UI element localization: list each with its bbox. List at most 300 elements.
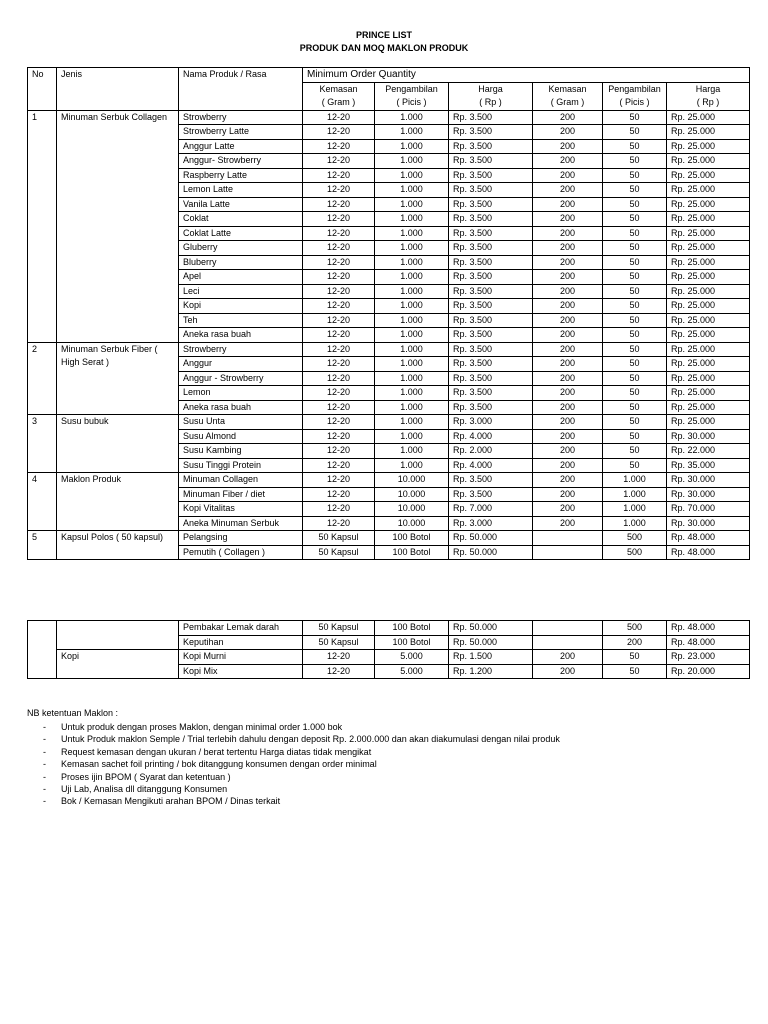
note-item xyxy=(27,721,560,733)
harga-cell: Rp. 25.000 xyxy=(667,168,750,183)
pengambilan-cell: 50 xyxy=(603,125,667,140)
pengambilan-cell: 1.000 xyxy=(375,415,449,430)
kemasan-cell: 50 Kapsul xyxy=(303,545,375,560)
harga-cell: Rp. 3.500 xyxy=(449,473,533,488)
harga-cell: Rp. 35.000 xyxy=(667,458,750,473)
harga-cell: Rp. 3.500 xyxy=(449,226,533,241)
harga-cell: Rp. 25.000 xyxy=(667,125,750,140)
harga-cell: Rp. 25.000 xyxy=(667,371,750,386)
pengambilan-cell: 500 xyxy=(603,531,667,546)
group-number: 4 xyxy=(28,473,57,531)
kemasan-cell xyxy=(533,621,603,636)
kemasan-cell: 12-20 xyxy=(303,241,375,256)
kemasan-cell: 12-20 xyxy=(303,342,375,357)
bullet-dash: - xyxy=(43,759,46,770)
harga-cell: Rp. 25.000 xyxy=(667,241,750,256)
kemasan-cell: 12-20 xyxy=(303,415,375,430)
kemasan-cell: 200 xyxy=(533,125,603,140)
kemasan-cell: 200 xyxy=(533,255,603,270)
product-name: Lemon xyxy=(179,386,303,401)
harga-cell: Rp. 25.000 xyxy=(667,139,750,154)
pengambilan-cell: 50 xyxy=(603,342,667,357)
product-name: Pelangsing xyxy=(179,531,303,546)
note-text: Kemasan sachet foil printing / bok ditanggung konsumen dengan order minimal xyxy=(61,759,377,770)
kemasan-cell: 12-20 xyxy=(303,226,375,241)
pengambilan-cell: 100 Botol xyxy=(375,621,449,636)
bullet-dash: - xyxy=(43,722,46,732)
pengambilan-cell: 50 xyxy=(603,299,667,314)
note-text: Request kemasan dengan ukuran / berat tertentu Harga diatas tidak mengikat xyxy=(61,746,372,757)
harga-cell: Rp. 3.500 xyxy=(449,487,533,502)
notes-title: NB ketentuan Maklon : xyxy=(27,708,119,718)
note-item xyxy=(27,733,560,745)
table-row xyxy=(28,664,750,679)
kemasan-cell: 200 xyxy=(533,664,603,679)
pengambilan-cell: 50 xyxy=(603,284,667,299)
harga-cell: Rp. 3.500 xyxy=(449,197,533,212)
product-name: Susu Kambing xyxy=(179,444,303,459)
product-name: Anggur Latte xyxy=(179,139,303,154)
product-name: Susu Tinggi Protein xyxy=(179,458,303,473)
price-table xyxy=(27,67,750,560)
harga-cell: Rp. 30.000 xyxy=(667,487,750,502)
kemasan-cell: 200 xyxy=(533,386,603,401)
product-name: Minuman Collagen xyxy=(179,473,303,488)
harga-cell: Rp. 50.000 xyxy=(449,531,533,546)
pengambilan-cell: 50 xyxy=(603,371,667,386)
product-name: Teh xyxy=(179,313,303,328)
product-name: Apel xyxy=(179,270,303,285)
kemasan-cell: 200 xyxy=(533,342,603,357)
product-name: Leci xyxy=(179,284,303,299)
kemasan-cell: 12-20 xyxy=(303,299,375,314)
note-item xyxy=(27,795,560,807)
harga-cell: Rp. 3.500 xyxy=(449,125,533,140)
note-text: Uji Lab, Analisa dll ditanggung Konsumen xyxy=(61,784,228,795)
group-jenis: Minuman Serbuk Fiber ( High Serat ) xyxy=(57,342,179,415)
kemasan-cell: 200 xyxy=(533,154,603,169)
header-no: No xyxy=(28,68,57,111)
harga-cell: Rp. 25.000 xyxy=(667,357,750,372)
kemasan-cell: 12-20 xyxy=(303,357,375,372)
pengambilan-cell: 500 xyxy=(603,545,667,560)
product-name: Kopi xyxy=(179,299,303,314)
pengambilan-cell: 1.000 xyxy=(375,458,449,473)
pengambilan-cell: 1.000 xyxy=(375,255,449,270)
pengambilan-cell: 10.000 xyxy=(375,516,449,531)
harga-cell: Rp. 70.000 xyxy=(667,502,750,517)
pengambilan-cell: 50 xyxy=(603,183,667,198)
kemasan-cell: 12-20 xyxy=(303,328,375,343)
pengambilan-cell: 50 xyxy=(603,458,667,473)
group-number xyxy=(28,621,57,636)
pengambilan-cell: 1.000 xyxy=(375,226,449,241)
harga-cell: Rp. 4.000 xyxy=(449,429,533,444)
harga-cell: Rp. 30.000 xyxy=(667,473,750,488)
kemasan-cell: 50 Kapsul xyxy=(303,531,375,546)
kemasan-cell: 12-20 xyxy=(303,664,375,679)
product-name: Aneka rasa buah xyxy=(179,400,303,415)
harga-cell: Rp. 25.000 xyxy=(667,386,750,401)
pengambilan-cell: 1.000 xyxy=(375,270,449,285)
table-row xyxy=(28,110,750,125)
group-number xyxy=(28,635,57,650)
harga-cell: Rp. 25.000 xyxy=(667,255,750,270)
pengambilan-cell: 50 xyxy=(603,444,667,459)
pengambilan-cell: 100 Botol xyxy=(375,635,449,650)
product-name: Vanila Latte xyxy=(179,197,303,212)
group-number xyxy=(28,650,57,665)
kemasan-cell: 12-20 xyxy=(303,502,375,517)
kemasan-cell: 200 xyxy=(533,270,603,285)
product-name: Bluberry xyxy=(179,255,303,270)
harga-cell: Rp. 50.000 xyxy=(449,545,533,560)
kemasan-cell: 200 xyxy=(533,168,603,183)
kemasan-cell: 50 Kapsul xyxy=(303,635,375,650)
kemasan-cell: 200 xyxy=(533,110,603,125)
kemasan-cell: 200 xyxy=(533,487,603,502)
kemasan-cell: 12-20 xyxy=(303,444,375,459)
harga-cell: Rp. 3.500 xyxy=(449,284,533,299)
pengambilan-cell: 1.000 xyxy=(375,444,449,459)
pengambilan-cell: 100 Botol xyxy=(375,531,449,546)
kemasan-cell: 12-20 xyxy=(303,516,375,531)
kemasan-cell: 12-20 xyxy=(303,154,375,169)
harga-cell: Rp. 25.000 xyxy=(667,415,750,430)
harga-cell: Rp. 25.000 xyxy=(667,226,750,241)
product-name: Aneka Minuman Serbuk xyxy=(179,516,303,531)
kemasan-cell: 200 xyxy=(533,458,603,473)
harga-cell: Rp. 4.000 xyxy=(449,458,533,473)
pengambilan-cell: 1.000 xyxy=(375,400,449,415)
product-name: Coklat xyxy=(179,212,303,227)
pengambilan-cell: 10.000 xyxy=(375,473,449,488)
notes-section xyxy=(27,707,560,808)
harga-cell: Rp. 3.000 xyxy=(449,516,533,531)
harga-cell: Rp. 3.500 xyxy=(449,313,533,328)
product-name: Raspberry Latte xyxy=(179,168,303,183)
kemasan-cell: 200 xyxy=(533,473,603,488)
header-pengambilan-1: Pengambilan xyxy=(375,82,449,96)
harga-cell: Rp. 3.500 xyxy=(449,183,533,198)
harga-cell: Rp. 25.000 xyxy=(667,154,750,169)
harga-cell: Rp. 2.000 xyxy=(449,444,533,459)
harga-cell: Rp. 50.000 xyxy=(449,635,533,650)
header-jenis: Jenis xyxy=(57,68,179,111)
pengambilan-cell: 5.000 xyxy=(375,650,449,665)
header-kemasan-1: Kemasan xyxy=(303,82,375,96)
harga-cell: Rp. 3.500 xyxy=(449,328,533,343)
harga-cell: Rp. 3.500 xyxy=(449,212,533,227)
harga-cell: Rp. 25.000 xyxy=(667,342,750,357)
kemasan-cell: 200 xyxy=(533,516,603,531)
harga-cell: Rp. 22.000 xyxy=(667,444,750,459)
harga-cell: Rp. 3.500 xyxy=(449,168,533,183)
group-jenis: Maklon Produk xyxy=(57,473,179,531)
harga-cell: Rp. 3.500 xyxy=(449,342,533,357)
product-name: Strowberry xyxy=(179,342,303,357)
pengambilan-cell: 50 xyxy=(603,168,667,183)
note-item xyxy=(27,758,560,770)
pengambilan-cell: 1.000 xyxy=(375,429,449,444)
harga-cell: Rp. 25.000 xyxy=(667,400,750,415)
group-jenis xyxy=(57,621,179,636)
group-number: 1 xyxy=(28,110,57,342)
header-harga-2-unit: ( Rp ) xyxy=(667,96,750,110)
kemasan-cell: 200 xyxy=(533,284,603,299)
pengambilan-cell: 50 xyxy=(603,241,667,256)
kemasan-cell: 12-20 xyxy=(303,125,375,140)
pengambilan-cell: 50 xyxy=(603,197,667,212)
pengambilan-cell: 1.000 xyxy=(375,197,449,212)
pengambilan-cell: 1.000 xyxy=(375,313,449,328)
note-text: Untuk produk dengan proses Maklon, dengan minimal order 1.000 bok xyxy=(61,722,343,732)
header-pengambilan-2: Pengambilan xyxy=(603,82,667,96)
pengambilan-cell: 1.000 xyxy=(375,241,449,256)
table-row xyxy=(28,342,750,357)
kemasan-cell: 12-20 xyxy=(303,212,375,227)
header-kemasan-2-unit: ( Gram ) xyxy=(533,96,603,110)
note-item xyxy=(27,746,560,758)
pengambilan-cell: 1.000 xyxy=(375,139,449,154)
pengambilan-cell: 1.000 xyxy=(375,284,449,299)
pengambilan-cell: 5.000 xyxy=(375,664,449,679)
harga-cell: Rp. 25.000 xyxy=(667,183,750,198)
harga-cell: Rp. 48.000 xyxy=(667,531,750,546)
kemasan-cell: 200 xyxy=(533,139,603,154)
pengambilan-cell: 100 Botol xyxy=(375,545,449,560)
header-pengambilan-1-unit: ( Picis ) xyxy=(375,96,449,110)
harga-cell: Rp. 25.000 xyxy=(667,328,750,343)
kemasan-cell: 200 xyxy=(533,299,603,314)
pengambilan-cell: 50 xyxy=(603,650,667,665)
harga-cell: Rp. 50.000 xyxy=(449,621,533,636)
note-text: Proses ijin BPOM ( Syarat dan ketentuan ) xyxy=(61,771,231,782)
kemasan-cell: 12-20 xyxy=(303,255,375,270)
group-jenis: Kapsul Polos ( 50 kapsul) xyxy=(57,531,179,560)
harga-cell: Rp. 3.500 xyxy=(449,400,533,415)
product-name: Strowberry Latte xyxy=(179,125,303,140)
kemasan-cell: 200 xyxy=(533,313,603,328)
harga-cell: Rp. 3.000 xyxy=(449,415,533,430)
header-pengambilan-2-unit: ( Picis ) xyxy=(603,96,667,110)
pengambilan-cell: 1.000 xyxy=(603,487,667,502)
pengambilan-cell: 50 xyxy=(603,226,667,241)
kemasan-cell: 200 xyxy=(533,650,603,665)
kemasan-cell: 200 xyxy=(533,371,603,386)
harga-cell: Rp. 48.000 xyxy=(667,545,750,560)
harga-cell: Rp. 7.000 xyxy=(449,502,533,517)
table-row xyxy=(28,650,750,665)
pengambilan-cell: 1.000 xyxy=(375,386,449,401)
kemasan-cell: 12-20 xyxy=(303,197,375,212)
pengambilan-cell: 50 xyxy=(603,212,667,227)
kemasan-cell: 12-20 xyxy=(303,284,375,299)
pengambilan-cell: 1.000 xyxy=(375,212,449,227)
price-table-continued-body xyxy=(28,621,750,679)
pengambilan-cell: 10.000 xyxy=(375,502,449,517)
kemasan-cell: 200 xyxy=(533,357,603,372)
harga-cell: Rp. 3.500 xyxy=(449,371,533,386)
product-name: Gluberry xyxy=(179,241,303,256)
harga-cell: Rp. 3.500 xyxy=(449,241,533,256)
kemasan-cell: 12-20 xyxy=(303,473,375,488)
pengambilan-cell: 1.000 xyxy=(375,371,449,386)
pengambilan-cell: 50 xyxy=(603,386,667,401)
product-name: Anggur - Strowberry xyxy=(179,371,303,386)
harga-cell: Rp. 30.000 xyxy=(667,516,750,531)
product-name: Aneka rasa buah xyxy=(179,328,303,343)
harga-cell: Rp. 1.200 xyxy=(449,664,533,679)
kemasan-cell xyxy=(533,531,603,546)
kemasan-cell: 200 xyxy=(533,429,603,444)
pengambilan-cell: 1.000 xyxy=(375,168,449,183)
table-row xyxy=(28,415,750,430)
kemasan-cell: 50 Kapsul xyxy=(303,621,375,636)
kemasan-cell: 200 xyxy=(533,241,603,256)
product-name: Susu Unta xyxy=(179,415,303,430)
harga-cell: Rp. 48.000 xyxy=(667,635,750,650)
harga-cell: Rp. 25.000 xyxy=(667,284,750,299)
page-subtitle: PRODUK DAN MOQ MAKLON PRODUK xyxy=(299,43,469,53)
pengambilan-cell: 50 xyxy=(603,154,667,169)
pengambilan-cell: 10.000 xyxy=(375,487,449,502)
kemasan-cell: 200 xyxy=(533,197,603,212)
harga-cell: Rp. 25.000 xyxy=(667,299,750,314)
pengambilan-cell: 1.000 xyxy=(603,516,667,531)
pengambilan-cell: 1.000 xyxy=(375,183,449,198)
kemasan-cell: 200 xyxy=(533,212,603,227)
kemasan-cell: 12-20 xyxy=(303,458,375,473)
pengambilan-cell: 1.000 xyxy=(375,125,449,140)
pengambilan-cell: 50 xyxy=(603,270,667,285)
kemasan-cell: 12-20 xyxy=(303,183,375,198)
bullet-dash: - xyxy=(43,746,46,757)
harga-cell: Rp. 3.500 xyxy=(449,255,533,270)
product-name: Pemutih ( Collagen ) xyxy=(179,545,303,560)
product-name: Anggur- Strowberry xyxy=(179,154,303,169)
harga-cell: Rp. 25.000 xyxy=(667,197,750,212)
pengambilan-cell: 1.000 xyxy=(375,357,449,372)
kemasan-cell: 200 xyxy=(533,328,603,343)
pengambilan-cell: 50 xyxy=(603,429,667,444)
group-jenis xyxy=(57,635,179,650)
pengambilan-cell: 50 xyxy=(603,328,667,343)
note-item xyxy=(27,783,560,795)
harga-cell: Rp. 1.500 xyxy=(449,650,533,665)
header-kemasan-1-unit: ( Gram ) xyxy=(303,96,375,110)
group-number: 3 xyxy=(28,415,57,473)
pengambilan-cell: 50 xyxy=(603,139,667,154)
kemasan-cell: 12-20 xyxy=(303,400,375,415)
header-harga-1: Harga xyxy=(449,82,533,96)
product-name: Minuman Fiber / diet xyxy=(179,487,303,502)
harga-cell: Rp. 3.500 xyxy=(449,270,533,285)
price-table-body xyxy=(28,110,750,560)
product-name: Kopi Murni xyxy=(179,650,303,665)
kemasan-cell: 12-20 xyxy=(303,429,375,444)
header-harga-1-unit: ( Rp ) xyxy=(449,96,533,110)
pengambilan-cell: 50 xyxy=(603,415,667,430)
pengambilan-cell: 50 xyxy=(603,357,667,372)
product-name: Keputihan xyxy=(179,635,303,650)
kemasan-cell: 12-20 xyxy=(303,371,375,386)
product-name: Kopi Vitalitas xyxy=(179,502,303,517)
harga-cell: Rp. 25.000 xyxy=(667,313,750,328)
pengambilan-cell: 1.000 xyxy=(375,342,449,357)
pengambilan-cell: 50 xyxy=(603,313,667,328)
table-row xyxy=(28,531,750,546)
pengambilan-cell: 200 xyxy=(603,635,667,650)
kemasan-cell: 12-20 xyxy=(303,650,375,665)
pengambilan-cell: 1.000 xyxy=(375,154,449,169)
harga-cell: Rp. 3.500 xyxy=(449,299,533,314)
kemasan-cell: 12-20 xyxy=(303,487,375,502)
pengambilan-cell: 1.000 xyxy=(375,110,449,125)
pengambilan-cell: 1.000 xyxy=(603,473,667,488)
kemasan-cell: 12-20 xyxy=(303,168,375,183)
product-name: Lemon Latte xyxy=(179,183,303,198)
kemasan-cell: 200 xyxy=(533,226,603,241)
kemasan-cell: 200 xyxy=(533,444,603,459)
product-name: Strowberry xyxy=(179,110,303,125)
bullet-dash: - xyxy=(43,734,46,745)
group-jenis: Kopi xyxy=(57,650,179,665)
pengambilan-cell: 500 xyxy=(603,621,667,636)
harga-cell: Rp. 3.500 xyxy=(449,110,533,125)
pengambilan-cell: 1.000 xyxy=(375,299,449,314)
harga-cell: Rp. 3.500 xyxy=(449,386,533,401)
header-kemasan-2: Kemasan xyxy=(533,82,603,96)
harga-cell: Rp. 3.500 xyxy=(449,357,533,372)
kemasan-cell: 12-20 xyxy=(303,110,375,125)
table-row xyxy=(28,621,750,636)
kemasan-cell: 12-20 xyxy=(303,139,375,154)
product-name: Coklat Latte xyxy=(179,226,303,241)
bullet-dash: - xyxy=(43,771,46,782)
harga-cell: Rp. 25.000 xyxy=(667,212,750,227)
harga-cell: Rp. 20.000 xyxy=(667,664,750,679)
bullet-dash: - xyxy=(43,796,46,807)
header-moq: Minimum Order Quantity xyxy=(303,68,750,83)
harga-cell: Rp. 25.000 xyxy=(667,270,750,285)
price-table-continued xyxy=(27,620,750,679)
pengambilan-cell: 50 xyxy=(603,255,667,270)
group-number: 2 xyxy=(28,342,57,415)
kemasan-cell: 200 xyxy=(533,415,603,430)
product-name: Pembakar Lemak darah xyxy=(179,621,303,636)
kemasan-cell: 200 xyxy=(533,400,603,415)
kemasan-cell: 12-20 xyxy=(303,270,375,285)
table-row xyxy=(28,473,750,488)
notes-list xyxy=(27,721,560,808)
harga-cell: Rp. 48.000 xyxy=(667,621,750,636)
kemasan-cell: 200 xyxy=(533,183,603,198)
table-row xyxy=(28,635,750,650)
product-name: Susu Almond xyxy=(179,429,303,444)
harga-cell: Rp. 30.000 xyxy=(667,429,750,444)
group-number xyxy=(28,664,57,679)
note-item xyxy=(27,771,560,783)
harga-cell: Rp. 3.500 xyxy=(449,154,533,169)
kemasan-cell: 12-20 xyxy=(303,313,375,328)
header-nama-produk: Nama Produk / Rasa xyxy=(179,68,303,111)
product-name: Kopi Mix xyxy=(179,664,303,679)
page-title: PRINCE LIST xyxy=(355,30,412,40)
harga-cell: Rp. 25.000 xyxy=(667,110,750,125)
harga-cell: Rp. 3.500 xyxy=(449,139,533,154)
pengambilan-cell: 50 xyxy=(603,110,667,125)
